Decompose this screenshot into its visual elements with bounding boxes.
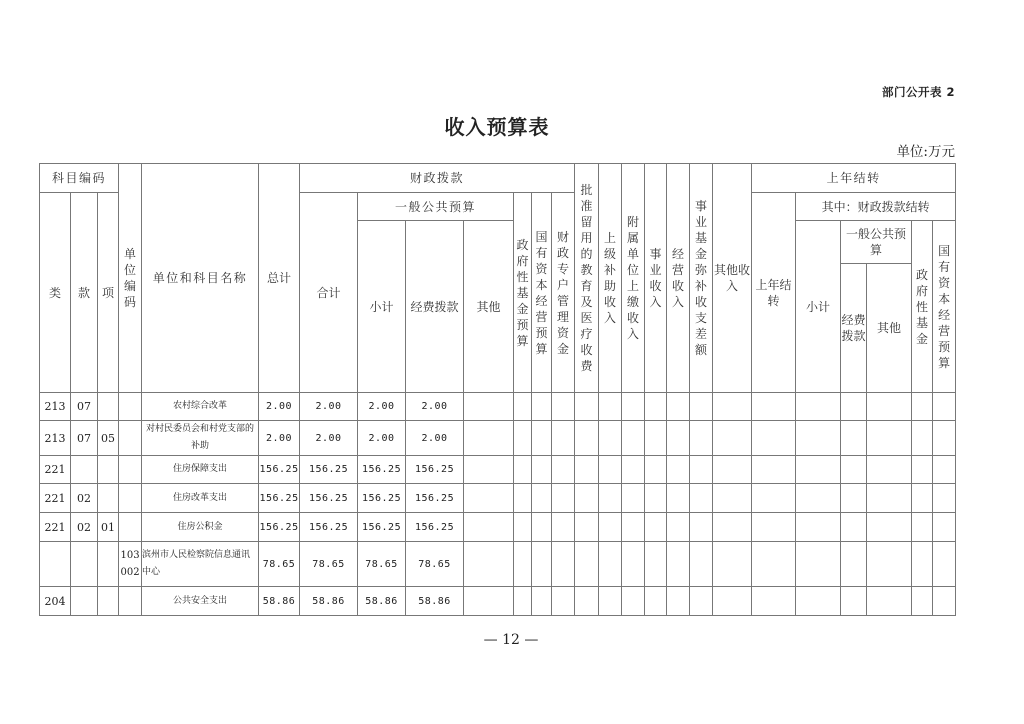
cell-fa-total: 2.00 — [300, 393, 358, 421]
empty-cell — [690, 484, 713, 513]
empty-cell — [713, 513, 752, 542]
cell-total: 78.65 — [259, 542, 300, 587]
empty-cell — [912, 393, 933, 421]
empty-cell — [912, 542, 933, 587]
empty-cell — [841, 456, 867, 484]
cell-unit-code — [119, 393, 142, 421]
cell-name: 公共安全支出 — [142, 587, 259, 616]
empty-cell — [667, 484, 690, 513]
empty-cell — [912, 587, 933, 616]
cell-gpb-subtotal: 156.25 — [358, 513, 406, 542]
empty-cell — [552, 484, 575, 513]
cell-kuan: 02 — [71, 513, 98, 542]
empty-cell — [933, 456, 956, 484]
cell-gpb-funding: 156.25 — [406, 484, 464, 513]
empty-cell — [552, 421, 575, 456]
empty-cell — [464, 421, 514, 456]
cell-kuan — [71, 456, 98, 484]
cell-unit-code — [119, 456, 142, 484]
empty-cell — [464, 513, 514, 542]
empty-cell — [667, 456, 690, 484]
empty-cell — [867, 456, 912, 484]
fund-makeup-header: 事业基金弥补收支差额 — [690, 164, 713, 393]
cell-kuan: 07 — [71, 393, 98, 421]
cell-fa-total: 156.25 — [300, 513, 358, 542]
cell-gpb-funding: 2.00 — [406, 421, 464, 456]
prior-year-carryover-header: 上年结转 — [752, 164, 956, 193]
empty-cell — [645, 393, 667, 421]
empty-cell — [867, 542, 912, 587]
empty-cell — [667, 513, 690, 542]
cell-unit-code — [119, 587, 142, 616]
empty-cell — [575, 456, 599, 484]
empty-cell — [464, 456, 514, 484]
empty-cell — [575, 421, 599, 456]
empty-cell — [796, 513, 841, 542]
empty-cell — [464, 542, 514, 587]
cell-name: 滨州市人民检察院信息通讯中心 — [142, 542, 259, 587]
empty-cell — [796, 542, 841, 587]
empty-cell — [552, 393, 575, 421]
cell-gpb-funding: 156.25 — [406, 456, 464, 484]
gov-fund-budget-header: 政府性基金预算 — [514, 193, 532, 393]
cell-fa-total: 58.86 — [300, 587, 358, 616]
empty-cell — [867, 513, 912, 542]
empty-cell — [464, 484, 514, 513]
empty-cell — [841, 542, 867, 587]
table-row — [40, 542, 956, 587]
empty-cell — [690, 393, 713, 421]
cell-kuan — [71, 542, 98, 587]
cell-total: 156.25 — [259, 456, 300, 484]
unit-code-header: 单位编码 — [119, 164, 142, 393]
empty-cell — [752, 587, 796, 616]
cell-unit-code — [119, 484, 142, 513]
cell-fa-total: 156.25 — [300, 456, 358, 484]
special-account-funds-header: 财政专户管理资金 — [552, 193, 575, 393]
empty-cell — [514, 587, 532, 616]
empty-cell — [841, 421, 867, 456]
cell-kuan: 02 — [71, 484, 98, 513]
empty-cell — [599, 421, 622, 456]
cell-unit-code — [119, 421, 142, 456]
cell-name: 农村综合改革 — [142, 393, 259, 421]
empty-cell — [514, 542, 532, 587]
category-header: 类 — [40, 193, 71, 393]
general-public-budget-header: 一般公共预算 — [358, 193, 514, 221]
empty-cell — [796, 456, 841, 484]
cell-total: 2.00 — [259, 393, 300, 421]
empty-cell — [796, 587, 841, 616]
cell-total: 2.00 — [259, 421, 300, 456]
fiscal-total-header: 合计 — [300, 193, 358, 393]
py-other-header: 其他 — [867, 264, 912, 393]
empty-cell — [867, 421, 912, 456]
cell-kuan: 07 — [71, 421, 98, 456]
empty-cell — [532, 456, 552, 484]
cell-lei: 221 — [40, 513, 71, 542]
cell-total: 156.25 — [259, 513, 300, 542]
empty-cell — [552, 587, 575, 616]
cell-lei: 213 — [40, 393, 71, 421]
empty-cell — [464, 393, 514, 421]
other-income-header: 其他收入 — [713, 164, 752, 393]
empty-cell — [667, 421, 690, 456]
empty-cell — [552, 542, 575, 587]
empty-cell — [575, 542, 599, 587]
empty-cell — [575, 484, 599, 513]
empty-cell — [867, 393, 912, 421]
empty-cell — [599, 484, 622, 513]
cell-lei: 204 — [40, 587, 71, 616]
gpb-other-header: 其他 — [464, 221, 514, 393]
py-funding-header: 经费拨款 — [841, 264, 867, 393]
table-row — [40, 393, 956, 421]
table-row — [40, 513, 956, 542]
empty-cell — [912, 484, 933, 513]
cell-name: 住房公积金 — [142, 513, 259, 542]
table-body — [40, 393, 956, 616]
empty-cell — [645, 456, 667, 484]
empty-cell — [713, 393, 752, 421]
cell-fa-total: 2.00 — [300, 421, 358, 456]
empty-cell — [514, 393, 532, 421]
cell-name: 住房保障支出 — [142, 456, 259, 484]
empty-cell — [752, 542, 796, 587]
table-header — [40, 164, 956, 393]
cell-gpb-subtotal: 2.00 — [358, 421, 406, 456]
empty-cell — [752, 456, 796, 484]
py-subtotal-header: 小计 — [796, 221, 841, 393]
cell-lei: 221 — [40, 484, 71, 513]
empty-cell — [841, 393, 867, 421]
empty-cell — [752, 421, 796, 456]
empty-cell — [912, 513, 933, 542]
empty-cell — [514, 484, 532, 513]
operating-income-header: 经营收入 — [667, 164, 690, 393]
empty-cell — [645, 513, 667, 542]
empty-cell — [690, 587, 713, 616]
cell-gpb-funding: 2.00 — [406, 393, 464, 421]
empty-cell — [841, 513, 867, 542]
empty-cell — [514, 513, 532, 542]
table-row — [40, 587, 956, 616]
empty-cell — [752, 513, 796, 542]
empty-cell — [622, 513, 645, 542]
unit-subject-name-header: 单位和科目名称 — [142, 164, 259, 393]
empty-cell — [514, 456, 532, 484]
empty-cell — [713, 587, 752, 616]
cell-name: 对村民委员会和村党支部的补助 — [142, 421, 259, 456]
cell-fa-total: 156.25 — [300, 484, 358, 513]
cell-xiang: 01 — [98, 513, 119, 542]
state-capital-budget-header: 国有资本经营预算 — [532, 193, 552, 393]
empty-cell — [667, 393, 690, 421]
affiliated-unit-income-header: 附属单位上缴收入 — [622, 164, 645, 393]
cell-xiang — [98, 484, 119, 513]
empty-cell — [933, 393, 956, 421]
empty-cell — [599, 542, 622, 587]
empty-cell — [532, 393, 552, 421]
subject-code-header: 科目编码 — [40, 164, 119, 193]
py-gov-fund-header: 政府性基金 — [912, 221, 933, 393]
empty-cell — [552, 513, 575, 542]
cell-kuan — [71, 587, 98, 616]
empty-cell — [645, 587, 667, 616]
empty-cell — [514, 421, 532, 456]
empty-cell — [552, 456, 575, 484]
empty-cell — [841, 484, 867, 513]
cell-gpb-subtotal: 156.25 — [358, 456, 406, 484]
empty-cell — [575, 393, 599, 421]
table-row — [40, 456, 956, 484]
empty-cell — [575, 513, 599, 542]
cell-total: 58.86 — [259, 587, 300, 616]
empty-cell — [713, 542, 752, 587]
cell-xiang: 05 — [98, 421, 119, 456]
cell-xiang — [98, 393, 119, 421]
empty-cell — [713, 484, 752, 513]
empty-cell — [532, 513, 552, 542]
empty-cell — [667, 542, 690, 587]
empty-cell — [690, 542, 713, 587]
empty-cell — [713, 456, 752, 484]
empty-cell — [933, 484, 956, 513]
empty-cell — [690, 456, 713, 484]
cell-fa-total: 78.65 — [300, 542, 358, 587]
empty-cell — [867, 587, 912, 616]
empty-cell — [867, 484, 912, 513]
total-header: 总计 — [259, 164, 300, 393]
empty-cell — [752, 393, 796, 421]
superior-subsidy-header: 上级补助收入 — [599, 164, 622, 393]
cell-xiang — [98, 542, 119, 587]
empty-cell — [796, 421, 841, 456]
empty-cell — [464, 587, 514, 616]
empty-cell — [933, 587, 956, 616]
empty-cell — [690, 421, 713, 456]
page-number: — 12 — — [483, 632, 539, 648]
empty-cell — [575, 587, 599, 616]
empty-cell — [599, 513, 622, 542]
empty-cell — [796, 393, 841, 421]
income-budget-table — [39, 163, 956, 616]
empty-cell — [622, 587, 645, 616]
empty-cell — [532, 542, 552, 587]
cell-lei: 213 — [40, 421, 71, 456]
empty-cell — [622, 542, 645, 587]
gpb-funding-header: 经费拨款 — [406, 221, 464, 393]
page-title: 收入预算表 — [444, 115, 550, 139]
item-header: 项 — [98, 193, 119, 393]
empty-cell — [690, 513, 713, 542]
table-row — [40, 421, 956, 456]
empty-cell — [599, 587, 622, 616]
empty-cell — [599, 393, 622, 421]
cell-gpb-funding: 78.65 — [406, 542, 464, 587]
empty-cell — [713, 421, 752, 456]
fiscal-allocation-header: 财政拨款 — [300, 164, 575, 193]
table-row — [40, 484, 956, 513]
cell-gpb-funding: 156.25 — [406, 513, 464, 542]
empty-cell — [622, 393, 645, 421]
empty-cell — [796, 484, 841, 513]
empty-cell — [933, 542, 956, 587]
empty-cell — [752, 484, 796, 513]
py-state-capital-header: 国有资本经营预算 — [933, 221, 956, 393]
unit-label: 单位:万元 — [896, 144, 955, 160]
empty-cell — [532, 587, 552, 616]
empty-cell — [599, 456, 622, 484]
business-income-header: 事业收入 — [645, 164, 667, 393]
cell-gpb-subtotal: 2.00 — [358, 393, 406, 421]
cell-gpb-subtotal: 156.25 — [358, 484, 406, 513]
py-carryover-header: 上年结转 — [752, 193, 796, 393]
cell-xiang — [98, 587, 119, 616]
cell-unit-code — [119, 513, 142, 542]
empty-cell — [622, 484, 645, 513]
empty-cell — [912, 456, 933, 484]
empty-cell — [645, 421, 667, 456]
header-row — [40, 164, 956, 193]
cell-total: 156.25 — [259, 484, 300, 513]
py-general-public-budget-header: 一般公共预算 — [841, 221, 912, 264]
cell-gpb-subtotal: 58.86 — [358, 587, 406, 616]
section-header: 款 — [71, 193, 98, 393]
empty-cell — [645, 484, 667, 513]
empty-cell — [622, 456, 645, 484]
empty-cell — [841, 587, 867, 616]
gpb-subtotal-header: 小计 — [358, 221, 406, 393]
cell-xiang — [98, 456, 119, 484]
cell-gpb-funding: 58.86 — [406, 587, 464, 616]
cell-name: 住房改革支出 — [142, 484, 259, 513]
cell-unit-code: 103002 — [119, 542, 142, 587]
cell-gpb-subtotal: 78.65 — [358, 542, 406, 587]
empty-cell — [933, 513, 956, 542]
table-number-label: 部门公开表 2 — [881, 85, 955, 99]
approved-retained-fees-header: 批准留用的教育及医疗收费 — [575, 164, 599, 393]
empty-cell — [645, 542, 667, 587]
empty-cell — [532, 484, 552, 513]
cell-lei — [40, 542, 71, 587]
empty-cell — [622, 421, 645, 456]
empty-cell — [532, 421, 552, 456]
fiscal-carryover-header: 其中：财政拨款结转 — [796, 193, 956, 221]
empty-cell — [667, 587, 690, 616]
cell-lei: 221 — [40, 456, 71, 484]
empty-cell — [912, 421, 933, 456]
empty-cell — [933, 421, 956, 456]
